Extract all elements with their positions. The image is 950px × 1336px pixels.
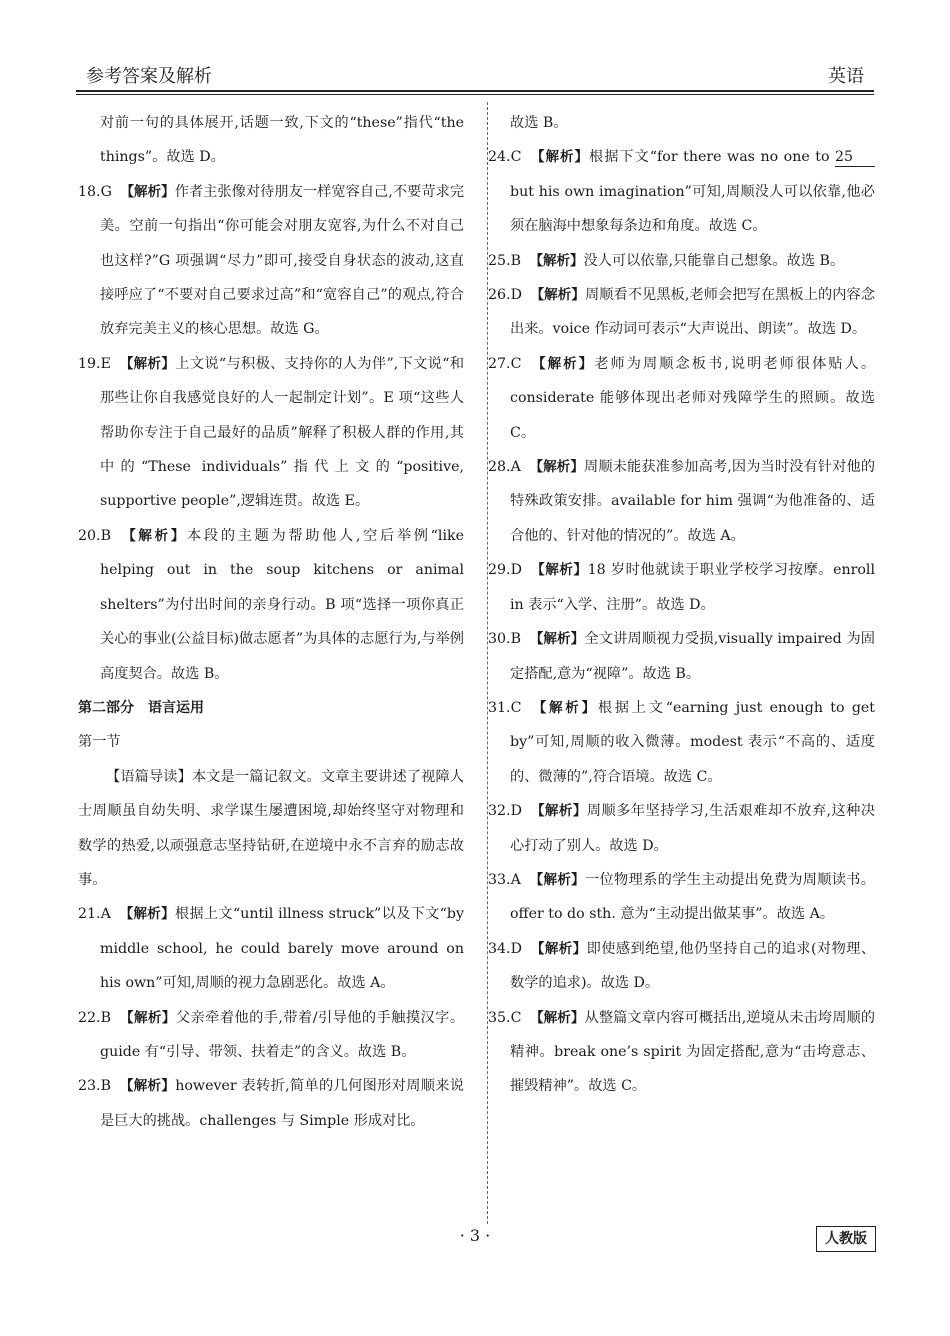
answer-31 <box>488 691 875 794</box>
answer-explanation: 根据上文“earning just enough to get by”可知,周顺的收入微薄。modest 表示“不高的、适度的、微薄的”,符合语境。故选 C。 <box>510 699 876 785</box>
header-rule-thick <box>76 90 874 92</box>
analysis-tag: 【解析】 <box>122 527 188 544</box>
analysis-tag: 【解析】 <box>120 1009 176 1026</box>
answer-26 <box>488 278 875 347</box>
answer-24 <box>488 140 875 243</box>
answer-number: 19. <box>78 355 101 372</box>
answer-23-continuation: 故选 B。 <box>510 115 568 131</box>
answer-number: 25. <box>488 252 511 269</box>
answer-letter: C <box>510 355 522 372</box>
answer-explanation-rest: but his own imagination”可知,周顺没人可以依靠,他必须在脑海中想象每条边和角度。故选 C。 <box>510 183 875 235</box>
answer-number: 23. <box>78 1078 101 1095</box>
answer-explanation: 全文讲周顺视力受损,visually impaired 为固定搭配,意为“视障”。故选 B。 <box>510 631 875 682</box>
answer-letter: B <box>100 527 112 544</box>
answer-29 <box>488 553 875 622</box>
page-header <box>76 58 874 92</box>
answer-27 <box>488 347 875 450</box>
answer-22 <box>78 1001 464 1070</box>
answer-explanation: 即使感到绝望,他仍坚持自己的追求(对物理、数学的追求)。故选 D。 <box>510 940 876 992</box>
answer-explanation: 老师为周顺念板书,说明老师很体贴人。considerate 能够体现出老师对残障学生的照顾。故选 C。 <box>510 355 876 441</box>
page-number: · 3 · <box>459 1226 491 1245</box>
analysis-tag: 【解析】 <box>529 459 585 476</box>
answer-letter: A <box>510 459 521 476</box>
answer-34 <box>488 932 875 1001</box>
answer-18 <box>78 175 464 347</box>
answer-letter: B <box>100 1078 112 1095</box>
answer-letter: D <box>510 940 522 957</box>
answer-25 <box>488 244 875 278</box>
answer-number: 28. <box>488 459 511 476</box>
answer-explanation: 根据下文“for there was no one to <box>589 149 830 166</box>
analysis-tag: 【解析】 <box>530 1009 585 1026</box>
right-column <box>488 106 875 1104</box>
answer-number: 33. <box>488 871 511 888</box>
answer-17-continuation: 对前一句的具体展开,话题一致,下文的“these”指代“the things”。故选 D。 <box>100 115 464 166</box>
answer-explanation: 作者主张像对待朋友一样宽容自己,不要苛求完美。空前一句指出“你可能会对朋友宽容,为什么不对自己也这样?”G 项强调“尽力”即可,接受自身状态的波动,这直接呼应了“不要对自己要求过高”和“宽容自己”的观点,符合放弃完美主义的核心思想。故选 G。 <box>100 183 465 338</box>
answer-20 <box>78 519 464 691</box>
answer-explanation: 周顺未能获准参加高考,因为当时没有针对他的特殊政策安排。available for him 强调“为他准备的、适合他的、针对他的情况的”。故选 A。 <box>510 459 876 544</box>
answer-explanation: 没人可以依靠,只能靠自己想象。故选 B。 <box>583 252 845 269</box>
answer-explanation: 18 岁时他就读于职业学校学习按摩。enroll in 表示“入学、注册”。故选 D。 <box>510 562 876 613</box>
analysis-tag: 【解析】 <box>530 940 587 957</box>
answer-letter: C <box>510 149 522 166</box>
answer-35 <box>488 1001 875 1104</box>
answer-number: 26. <box>488 287 511 304</box>
answer-19 <box>78 347 464 519</box>
analysis-tag: 【解析】 <box>529 252 584 269</box>
analysis-tag: 【解析】 <box>529 871 585 888</box>
answer-number: 29. <box>488 562 511 579</box>
analysis-tag: 【解析】 <box>529 631 585 648</box>
analysis-tag: 【解析】 <box>119 355 176 372</box>
left-column <box>78 106 464 1138</box>
analysis-tag: 【解析】 <box>119 1078 176 1095</box>
answer-letter: A <box>510 871 521 888</box>
analysis-tag: 【解析】 <box>532 699 598 716</box>
answer-explanation: 父亲牵着他的手,带着/引导他的手触摸汉字。guide 有“引导、带领、扶着走”的含义。故选 B。 <box>100 1009 465 1060</box>
answer-letter: A <box>100 906 111 923</box>
answer-explanation: 周顺多年坚持学习,生活艰难却不放弃,这种决心打动了别人。故选 D。 <box>510 803 876 854</box>
answer-explanation: 上文说“与积极、支持你的人为伴”,下文说“和那些让你自我感觉良好的人一起制定计划”。E 项“这些人帮助你专注于自己最好的品质”解释了积极人群的作用,其中的“These individuals”指代上文的“positive, supportive people”,逻辑连贯。故选 E。 <box>100 355 465 510</box>
answer-letter: G <box>100 183 112 200</box>
answer-letter: B <box>100 1009 112 1026</box>
answer-explanation: 根据上文“until illness struck”以及下文“by middle school, he could barely move around on his own”可知,周顺的视力急剧恶化。故选 A。 <box>100 906 464 992</box>
answer-21 <box>78 897 464 1000</box>
analysis-tag: 【解析】 <box>530 149 589 166</box>
edition-badge: 人教版 <box>816 1226 876 1252</box>
answer-number: 31. <box>488 699 511 716</box>
answer-number: 24. <box>488 149 511 166</box>
blank-number: 25 <box>835 148 875 167</box>
answer-letter: B <box>510 252 522 269</box>
answer-explanation: however 表转折,简单的几何图形对周顺来说是巨大的挑战。challenges 与 Simple 形成对比。 <box>100 1078 464 1129</box>
analysis-tag: 【解析】 <box>120 183 175 200</box>
header-title: 参考答案及解析 <box>86 66 212 87</box>
analysis-tag: 【解析】 <box>530 803 587 820</box>
answer-number: 18. <box>78 183 101 200</box>
analysis-tag: 【解析】 <box>119 906 175 923</box>
answer-32 <box>488 794 875 863</box>
answer-explanation: 周顺看不见黑板,老师会把写在黑板上的内容念出来。voice 作动词可表示“大声说出、朗读”。故选 D。 <box>510 287 876 338</box>
answer-number: 22. <box>78 1009 101 1026</box>
section-one-heading: 第一节 <box>78 734 121 751</box>
analysis-tag: 【解析】 <box>532 355 595 372</box>
passage-guide: 【语篇导读】本文是一篇记叙文。文章主要讲述了视障人士周顺虽自幼失明、求学谋生屡遭困境,却始终坚守对物理和数学的热爱,以顽强意志坚持钻研,在逆境中永不言弃的励志故事。 <box>78 768 464 888</box>
answer-explanation: 本段的主题为帮助他人,空后举例“like helping out in the soup kitchens or animal shelters”为付出时间的亲身行动。B 项“选择一项你真正关心的事业(公益目标)做志愿者”为具体的志愿行为,与举例高度契合。故选 B。 <box>100 527 465 682</box>
analysis-tag: 【解析】 <box>530 287 585 304</box>
answer-letter: D <box>510 803 522 820</box>
answer-letter: C <box>510 699 522 716</box>
answer-letter: B <box>510 631 522 648</box>
answer-letter: D <box>510 287 522 304</box>
answer-33 <box>488 863 875 932</box>
answer-explanation: 一位物理系的学生主动提出免费为周顺读书。offer to do sth. 意为“主动提出做某事”。故选 A。 <box>510 871 875 923</box>
header-rule-thin <box>76 94 874 95</box>
answer-explanation: 从整篇文章内容可概括出,逆境从未击垮周顺的精神。break one’s spirit 为固定搭配,意为“击垮意志、摧毁精神”。故选 C。 <box>510 1009 876 1095</box>
answer-number: 27. <box>488 355 511 372</box>
answer-number: 21. <box>78 906 101 923</box>
answer-28 <box>488 450 875 553</box>
answer-23 <box>78 1069 464 1138</box>
answer-letter: E <box>100 355 111 372</box>
answer-number: 30. <box>488 631 511 648</box>
header-subject: 英语 <box>828 66 864 87</box>
answer-letter: C <box>510 1009 522 1026</box>
answer-number: 32. <box>488 803 511 820</box>
answer-number: 35. <box>488 1009 511 1026</box>
answer-letter: D <box>510 562 522 579</box>
answer-number: 34. <box>488 940 511 957</box>
answer-number: 20. <box>78 527 101 544</box>
part-two-heading: 第二部分 语言运用 <box>78 699 204 716</box>
analysis-tag: 【解析】 <box>531 562 588 579</box>
answer-30 <box>488 622 875 691</box>
